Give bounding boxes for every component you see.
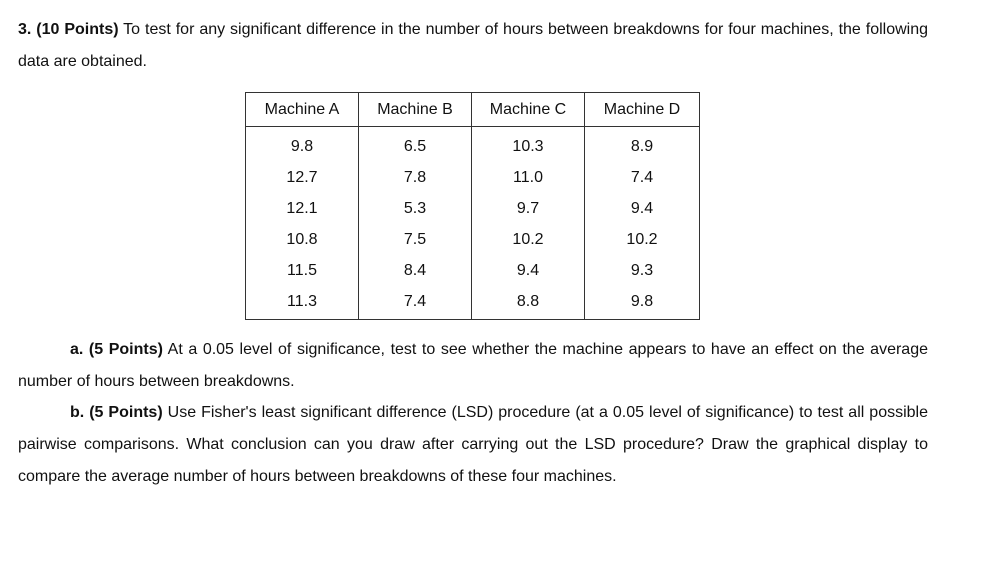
table-cell: 9.4 bbox=[472, 255, 585, 286]
table-cell: 7.4 bbox=[585, 162, 700, 193]
table-cell: 9.7 bbox=[472, 193, 585, 224]
table-cell: 11.3 bbox=[246, 286, 359, 320]
table-cell: 9.8 bbox=[585, 286, 700, 320]
table-header-row bbox=[246, 93, 700, 127]
table-cell: 8.8 bbox=[472, 286, 585, 320]
header-machine-a: Machine A bbox=[246, 93, 359, 127]
header-machine-c: Machine C bbox=[472, 93, 585, 127]
part-a bbox=[18, 334, 928, 398]
part-a-label: a. (5 Points) bbox=[70, 341, 163, 358]
problem-label: 3. (10 Points) bbox=[18, 21, 119, 38]
table-cell: 12.7 bbox=[246, 162, 359, 193]
part-b-label: b. (5 Points) bbox=[70, 404, 163, 421]
table-row bbox=[246, 286, 700, 320]
part-b-text: Use Fisher's least significant difference (LSD) procedure (at a 0.05 level of significance) to test all possible pairwise comparisons. What conclusion can you draw after carrying out the LSD procedure? Draw the graphical display to compare the average number of hours between breakdowns of these four machines. bbox=[18, 404, 928, 485]
table-cell: 6.5 bbox=[359, 127, 472, 163]
table-cell: 10.8 bbox=[246, 224, 359, 255]
table-cell: 8.9 bbox=[585, 127, 700, 163]
header-machine-d: Machine D bbox=[585, 93, 700, 127]
table-cell: 9.8 bbox=[246, 127, 359, 163]
data-table bbox=[245, 92, 700, 320]
table-cell: 10.2 bbox=[585, 224, 700, 255]
table-row bbox=[246, 127, 700, 163]
part-b bbox=[18, 397, 928, 493]
table-row bbox=[246, 224, 700, 255]
table-cell: 11.5 bbox=[246, 255, 359, 286]
table-row bbox=[246, 255, 700, 286]
table-cell: 10.3 bbox=[472, 127, 585, 163]
table-cell: 7.8 bbox=[359, 162, 472, 193]
table-row bbox=[246, 162, 700, 193]
table-cell: 7.5 bbox=[359, 224, 472, 255]
table-cell: 12.1 bbox=[246, 193, 359, 224]
table-cell: 11.0 bbox=[472, 162, 585, 193]
table-cell: 8.4 bbox=[359, 255, 472, 286]
table-cell: 5.3 bbox=[359, 193, 472, 224]
table-cell: 7.4 bbox=[359, 286, 472, 320]
table-cell: 9.4 bbox=[585, 193, 700, 224]
table-cell: 10.2 bbox=[472, 224, 585, 255]
table-row bbox=[246, 193, 700, 224]
table-cell: 9.3 bbox=[585, 255, 700, 286]
problem-text: To test for any significant difference in the number of hours between breakdowns for four machines, the following data are obtained. bbox=[18, 21, 929, 70]
part-a-text: At a 0.05 level of significance, test to see whether the machine appears to have an effect on the average number of hours between breakdowns. bbox=[18, 341, 929, 390]
header-machine-b: Machine B bbox=[359, 93, 472, 127]
problem-statement bbox=[18, 14, 928, 78]
